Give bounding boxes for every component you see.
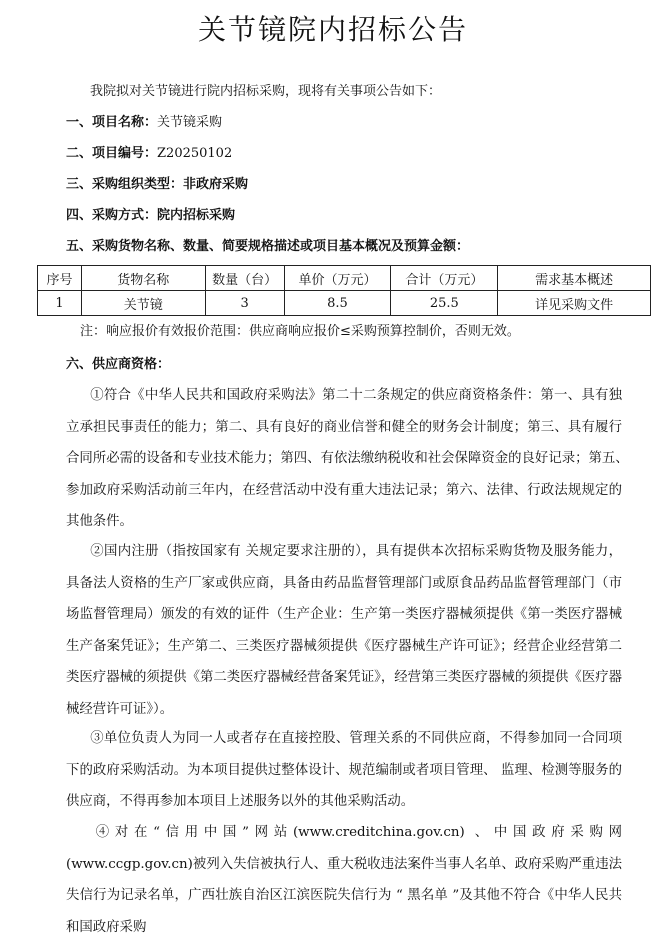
section-project-name [66,113,222,133]
price-note: 注：响应报价有效报价范围：供应商响应报价≤采购预算控制价，否则无效。 [80,324,520,339]
qualification-paragraph-1 [66,380,636,538]
section-label: 三、采购组织类型： [66,177,184,192]
qualification-paragraph-3 [66,723,622,818]
goods-table [37,265,651,316]
cell-unit-price: 8.5 [284,291,391,316]
method-value: 院内招标采购 [157,208,236,223]
section-label: 四、采购方式： [66,208,158,223]
cell-quantity: 3 [205,291,284,316]
qualification-text: ③单位负责人为同一人或者存在直接控股、管理关系的不同供应商，不得参加同一合同项下的政府采购活动。为本项目提供过整体设计、规范编制或者项目管理、 监理、检测等服务的供应商，不得再参加本项目上述服务以外的其他采购活动。 [66,731,622,809]
cell-total: 25.5 [391,291,498,316]
qualification-paragraph-4 [66,817,622,943]
table-row [38,291,651,316]
header-index: 序号 [38,266,82,291]
org-type-value: 非政府采购 [183,177,249,192]
section-label: 二、项目编号： [66,146,158,161]
cell-index: 1 [38,291,82,316]
cell-requirement: 详见采购文件 [498,291,651,316]
section-org-type [66,175,248,195]
header-total: 合计（万元） [391,266,498,291]
header-unit-price: 单价（万元） [284,266,391,291]
table-header-row [38,266,651,291]
qualification-text: ①符合《中华人民共和国政府采购法》第二十二条规定的供应商资格条件：第一、具有独立承担民事责任的能力；第二、具有良好的商业信誉和健全的财务会计制度；第三、具有履行合同所必需的设备和专业技术能力；第四、有依法缴纳税收和社会保障资金的良好记录；第五、 参加政府采购活动前三年内，在经营活动中没有重大违法记录；第六、法律、行政法规规定的其他条件。 [66,388,636,529]
section-supplier-qualification: 六、供应商资格： [66,357,171,372]
section-method [66,206,235,226]
page-title: 关节镜院内招标公告 [197,13,468,46]
section-label: 一、项目名称： [66,115,158,130]
header-goods-name: 货物名称 [81,266,205,291]
header-quantity: 数量（台） [205,266,284,291]
qualification-paragraph-2 [66,536,622,725]
qualification-text: ②国内注册（指按国家有 关规定要求注册的），具有提供本次招标采购货物及服务能力，具备法人资格的生产厂家或供应商，具备由药品监督管理部门或原食品药品监督管理部门（市场监督管理局）颁发的有效的证件（生产企业：生产第一类医疗器械须提供《第一类医疗器械生产备案凭证》；生产第二、三类医疗器械须提供《医疗器械生产许可证》；经营企业经营第二类医疗器械的须提供《第二类医疗器械经营备案凭证》，经营第三类医疗器械的须提供《医疗器械经营许可证》）。 [66,544,622,717]
project-name-value: 关节镜采购 [157,115,223,130]
intro-text: 我院拟对关节镜进行院内招标采购，现将有关事项公告如下： [90,84,442,99]
project-number-value: Z20250102 [157,146,233,161]
section-goods-heading: 五、采购货物名称、数量、简要规格描述或项目基本概况及预算金额： [66,239,470,254]
cell-goods-name: 关节镜 [81,291,205,316]
header-requirement: 需求基本概述 [498,266,651,291]
qualification-text: ④对在“信用中国”网站(www.creditchina.gov.cn) 、中国政府采购网(www.ccgp.gov.cn)被列入失信被执行人、重大税收违法案件当事人名单、政府采购严重违法失信行为记录名单，广西壮族自治区江滨医院失信行为 “ 黑名单 ”及其他不符合《中华人民共和国政府采购 [66,825,622,935]
section-project-number [66,144,232,164]
